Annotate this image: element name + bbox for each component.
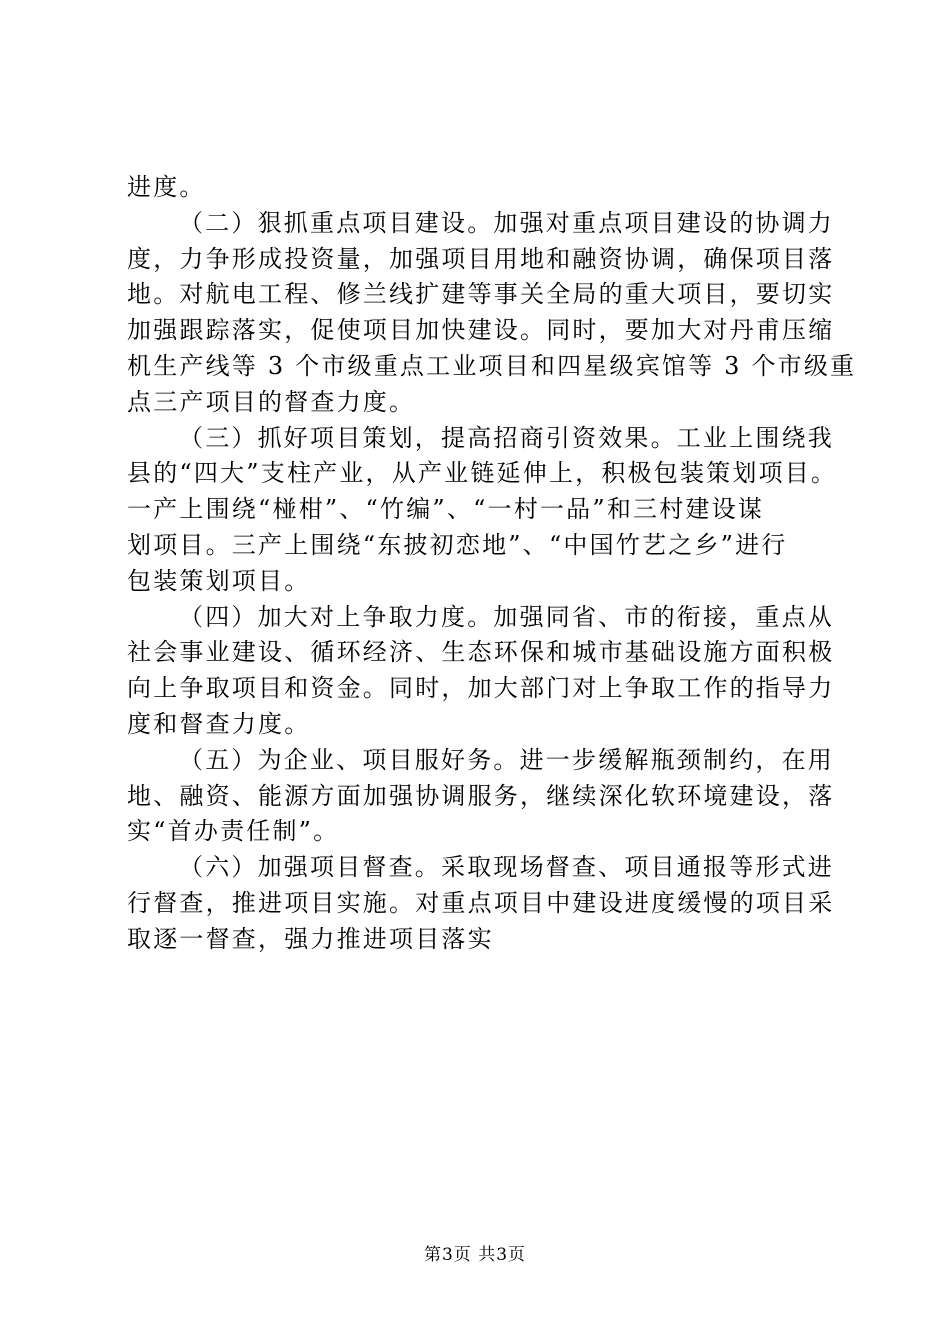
text-line: 加强跟踪落实，促使项目加快建设。同时，要加大对丹甫压缩: [127, 316, 835, 345]
text-line: 包装策划项目。: [127, 566, 311, 595]
text-line: 进度。: [127, 173, 206, 201]
document-body: [127, 170, 857, 958]
text-line: 地、融资、能源方面加强协调服务，继续深化软环境建设，落: [127, 781, 835, 810]
text-line: 度，力争形成投资量，加强项目用地和融资协调，确保项目落: [127, 244, 835, 273]
text-line: 地。对航电工程、修兰线扩建等事关全局的重大项目，要切实: [127, 280, 835, 309]
text-line: 县的“四大”支柱产业，从产业链延伸上，积极包装策划项目。: [127, 459, 838, 488]
page-footer: 第3页 共3页: [423, 1245, 527, 1265]
text-line: （五）为企业、项目服好务。进一步缓解瓶颈制约，在用: [179, 745, 834, 774]
text-line: 实“首办责任制”。: [127, 817, 340, 846]
text-line: （六）加强项目督查。采取现场督查、项目通报等形式进: [179, 853, 834, 882]
text-line: （二）狠抓重点项目建设。加强对重点项目建设的协调力: [179, 208, 834, 237]
text-line: 向上争取项目和资金。同时，加大部门对上争取工作的指导力: [127, 674, 835, 703]
text-line: （三）抓好项目策划，提高招商引资效果。工业上围绕我: [179, 423, 834, 452]
text-line: 一产上围绕“椪柑”、“竹编”、“一村一品”和三村建设谋: [127, 495, 765, 524]
text-line: 机生产线等 3 个市级重点工业项目和四星级宾馆等 3 个市级重: [127, 351, 857, 380]
text-line: 点三产项目的督查力度。: [127, 387, 416, 416]
text-line: 划项目。三产上围绕“东披初恋地”、“中国竹艺之乡”进行: [127, 530, 788, 559]
text-line: 社会事业建设、循环经济、生态环保和城市基础设施方面积极: [127, 638, 835, 667]
text-line: 度和督查力度。: [127, 709, 311, 738]
text-line: 行督查，推进项目实施。对重点项目中建设进度缓慢的项目采: [127, 888, 835, 917]
text-line: （四）加大对上争取力度。加强同省、市的衔接，重点从: [179, 602, 834, 631]
text-line: 取逐一督查，强力推进项目落实: [127, 924, 494, 953]
